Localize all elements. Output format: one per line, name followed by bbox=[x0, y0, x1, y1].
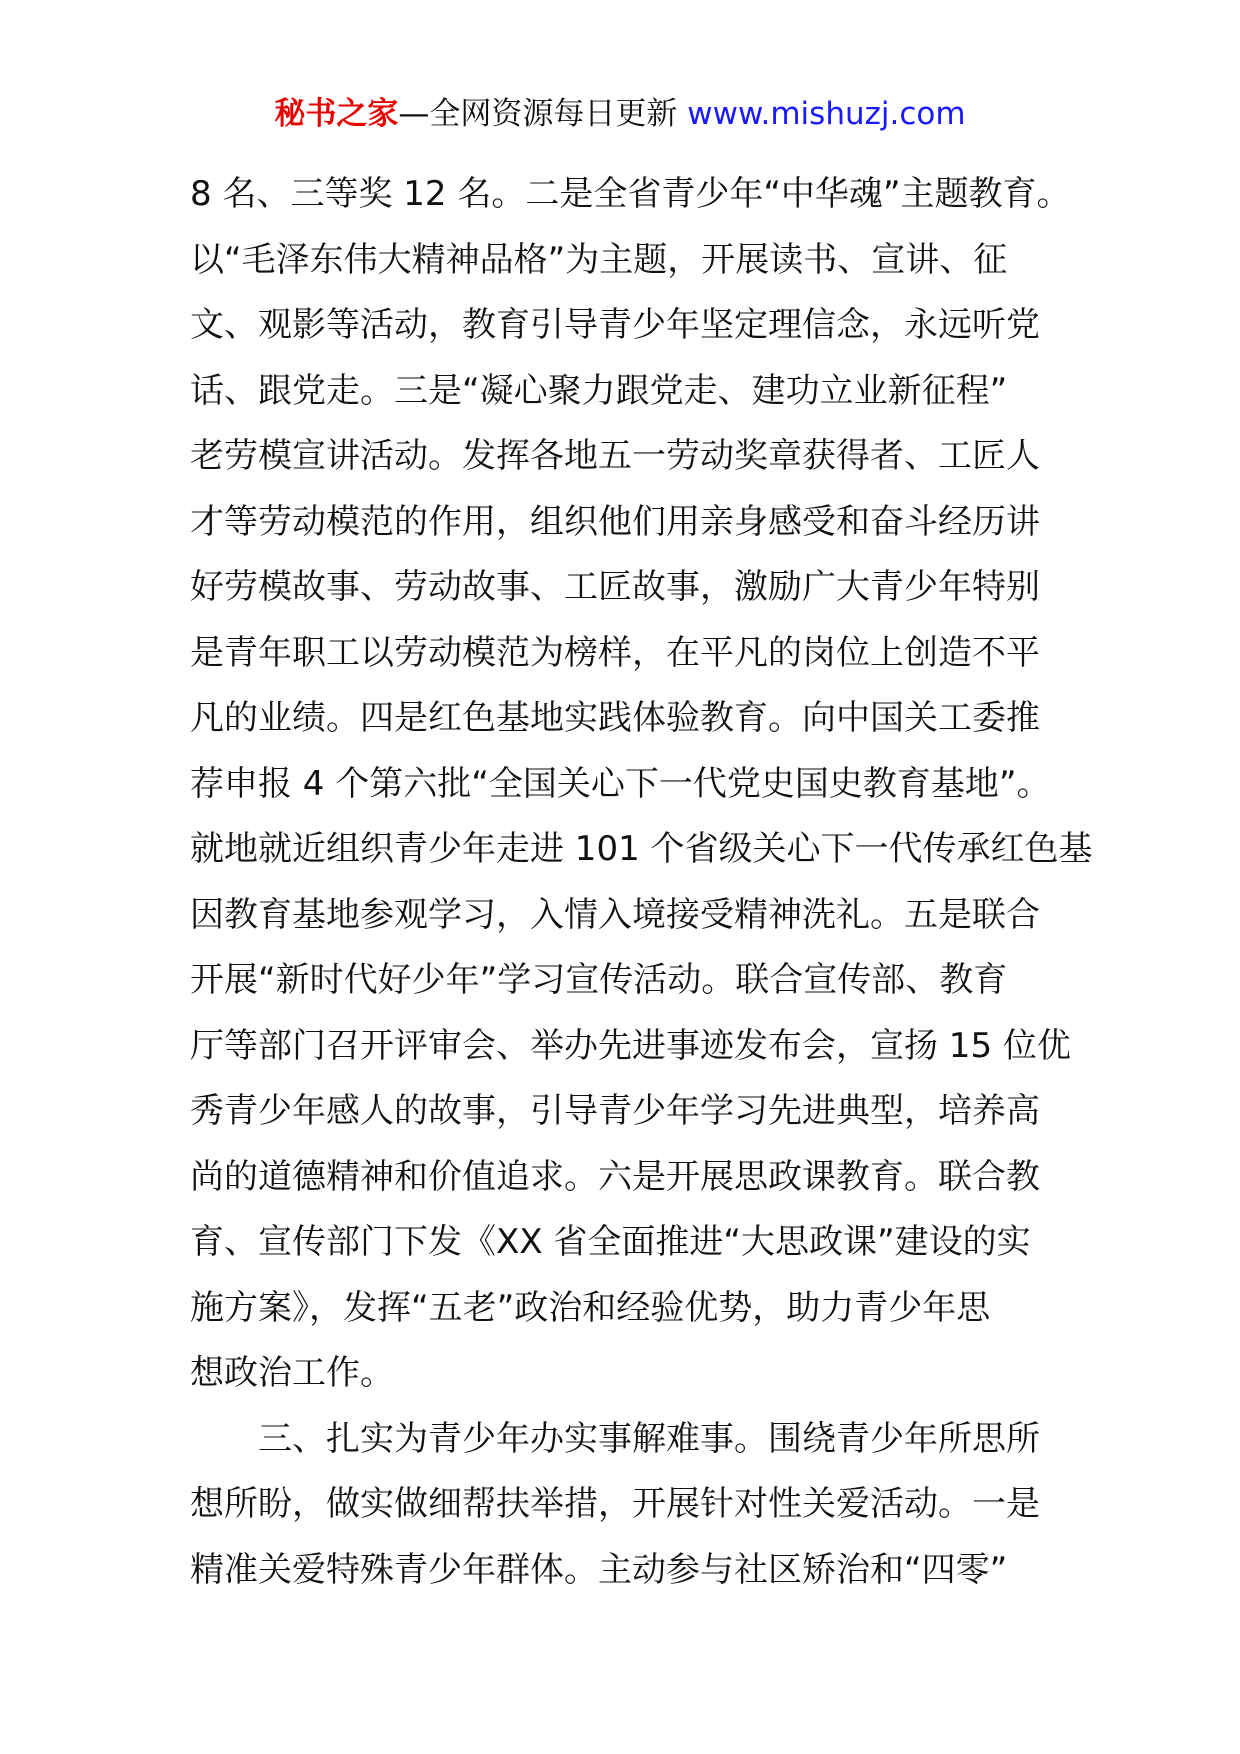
text-line: 8 名、三等奖 12 名。二是全省青少年“中华魂”主题教育。 bbox=[190, 174, 1071, 214]
text-line: 秀青少年感人的故事，引导青少年学习先进典型，培养高 bbox=[190, 1091, 1040, 1131]
text-line: 话、跟党走。三是“凝心聚力跟党走、建功立业新征程” bbox=[190, 370, 1008, 411]
text-line: 老劳模宣讲活动。发挥各地五一劳动奖章获得者、工匠人 bbox=[190, 436, 1040, 476]
text-line: 尚的道德精神和价值追求。六是开展思政课教育。联合教 bbox=[190, 1156, 1040, 1197]
text-line: 施方案》，发挥“五老”政治和经验优势，助力青少年思 bbox=[190, 1287, 991, 1328]
text-line: 才等劳动模范的作用，组织他们用亲身感受和奋斗经历讲 bbox=[190, 501, 1040, 542]
text-line: 因教育基地参观学习，入情入境接受精神洗礼。五是联合 bbox=[190, 894, 1040, 935]
site-brand: 秘书之家 bbox=[274, 96, 399, 132]
section-heading-line: 三、扎实为青少年办实事解难事。围绕青少年所思所 bbox=[258, 1418, 1040, 1459]
text-line: 育、宣传部门下发《XX 省全面推进“大思政课”建设的实 bbox=[190, 1222, 1031, 1262]
text-line: 精准关爱特殊青少年群体。主动参与社区矫治和“四零” bbox=[190, 1549, 1008, 1590]
text-line: 以“毛泽东伟大精神品格”为主题，开展读书、宣讲、征 bbox=[190, 239, 1008, 280]
site-tagline: —全网资源每日更新 bbox=[398, 96, 688, 132]
text-line: 厅等部门召开评审会、举办先进事迹发布会，宣扬 15 位优 bbox=[190, 1025, 1071, 1066]
site-header bbox=[0, 94, 1240, 134]
text-line: 好劳模故事、劳动故事、工匠故事，激励广大青少年特别 bbox=[190, 567, 1040, 607]
text-line: 想政治工作。 bbox=[190, 1353, 394, 1393]
text-line: 是青年职工以劳动模范为榜样，在平凡的岗位上创造不平 bbox=[190, 632, 1040, 673]
text-line: 就地就近组织青少年走进 101 个省级关心下一代传承红色基 bbox=[190, 829, 1093, 869]
text-line: 荐申报 4 个第六批“全国关心下一代党史国史教育基地”。 bbox=[190, 763, 1051, 804]
text-line: 想所盼，做实做细帮扶举措，开展针对性关爱活动。一是 bbox=[190, 1484, 1040, 1524]
text-line: 开展“新时代好少年”学习宣传活动。联合宣传部、教育 bbox=[190, 960, 1008, 1000]
document-body bbox=[190, 162, 1093, 1603]
text-line: 文、观影等活动，教育引导青少年坚定理信念，永远听党 bbox=[190, 305, 1040, 345]
site-url-link[interactable]: www.mishuzj.com bbox=[687, 96, 966, 132]
text-line: 凡的业绩。四是红色基地实践体验教育。向中国关工委推 bbox=[190, 698, 1040, 738]
